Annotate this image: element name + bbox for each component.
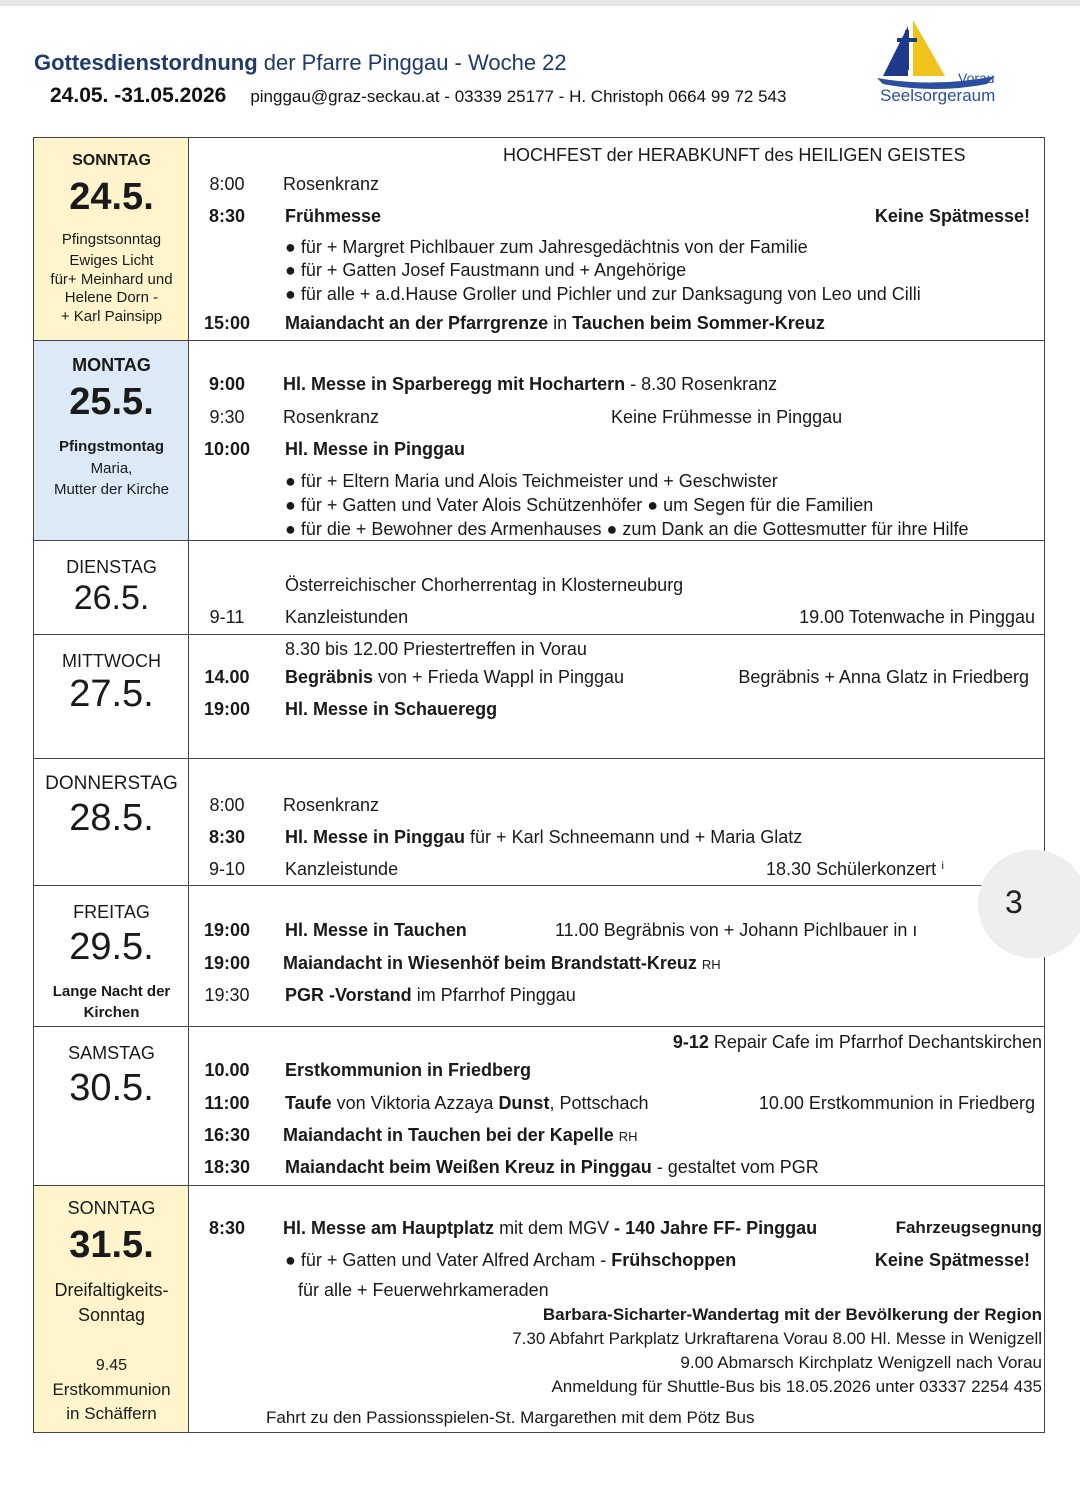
day-cell xyxy=(34,886,189,1026)
event-text: Erstkommunion in Friedberg xyxy=(285,1060,532,1080)
day-date: 24.5. xyxy=(69,176,154,218)
event-note: Keine Spätmesse! xyxy=(874,1250,1030,1270)
event-text: Hl. Messe in Pinggau für + Karl Schneemann und + Maria Glatz xyxy=(285,827,803,847)
event-text: Hl. Messe am Hauptplatz mit dem MGV - 140 Jahre FF- Pinggau xyxy=(283,1218,818,1238)
day-note: Helene Dorn - xyxy=(64,289,159,306)
event-time: 9-11 xyxy=(209,607,245,627)
event-text: Hl. Messe in Sparberegg mit Hochartern - 8.30 Rosenkranz xyxy=(283,374,778,394)
day-date: 25.5. xyxy=(69,381,154,423)
event-time: 9:30 xyxy=(209,407,245,427)
day-cell xyxy=(34,1027,189,1185)
day-row-thursday-28 xyxy=(34,759,1044,886)
page-title: Gottesdienstordnung der Pfarre Pinggau - Woche 22 xyxy=(34,50,567,75)
event-time: 8:30 xyxy=(208,206,246,226)
intention-item: ● für + Gatten und Vater Alfred Archam - Frühschoppen xyxy=(285,1250,737,1270)
event-text: Frühmesse xyxy=(285,206,382,226)
day-row-friday-29 xyxy=(34,886,1044,1027)
day-note: Erstkommunion xyxy=(52,1380,171,1399)
feast-title: HOCHFEST der HERABKUNFT des HEILIGEN GEISTES xyxy=(503,145,966,165)
event-note: 7.30 Abfahrt Parkplatz Urkraftarena Vorau 8.00 Hl. Messe in Wenigzell xyxy=(512,1329,1042,1348)
day-date: 31.5. xyxy=(69,1224,154,1266)
event-time: 10.00 xyxy=(204,1060,250,1080)
day-name: DIENSTAG xyxy=(66,557,157,577)
day-note: Kirchen xyxy=(83,1004,140,1021)
event-note: Keine Spätmesse! xyxy=(874,206,1030,226)
day-date: 29.5. xyxy=(69,926,154,968)
day-cell xyxy=(34,635,189,758)
event-text: Maiandacht in Tauchen bei der Kapelle RH xyxy=(283,1125,638,1145)
event-note: Fahrzeugsegnung xyxy=(895,1218,1042,1237)
event-time: 8:00 xyxy=(209,174,245,194)
day-row-wednesday-27 xyxy=(34,635,1044,759)
event-note: 19.00 Totenwache in Pinggau xyxy=(799,607,1035,627)
week-dates: 24.05. -31.05.2026 xyxy=(50,84,227,107)
intention-item: ● für + Eltern Maria und Alois Teichmeister und + Geschwister xyxy=(285,471,778,491)
event-text: Begräbnis von + Frieda Wappl in Pinggau xyxy=(285,667,625,687)
intention-item: ● für + Gatten und Vater Alois Schützenhöfer ● um Segen für die Familien xyxy=(285,495,874,515)
day-note: Pfingstmontag xyxy=(59,438,164,455)
event-time: 9:00 xyxy=(208,374,246,394)
day-cell xyxy=(34,759,189,885)
page-number-badge: 3 xyxy=(978,850,1080,958)
day-name: FREITAG xyxy=(73,902,150,922)
day-name: SONNTAG xyxy=(67,1198,156,1218)
event-note: 18.30 Schülerkonzert ⁱ xyxy=(766,859,945,879)
day-row-sunday-24 xyxy=(34,138,1044,341)
day-row-saturday-30 xyxy=(34,1027,1044,1186)
day-cell xyxy=(34,541,189,634)
event-text: Hl. Messe in Schaueregg xyxy=(285,699,498,719)
day-note: Lange Nacht der xyxy=(52,983,171,1000)
day-note: Dreifaltigkeits- xyxy=(54,1280,169,1300)
day-date: 28.5. xyxy=(69,797,154,839)
event-note: 11.00 Begräbnis von + Johann Pichlbauer in ı xyxy=(555,920,918,940)
event-text: 8.30 bis 12.00 Priestertreffen in Vorau xyxy=(285,639,587,659)
event-note: 10.00 Erstkommunion in Friedberg xyxy=(758,1093,1035,1113)
day-row-sunday-31 xyxy=(34,1186,1044,1432)
intention-item: ● für + Gatten Josef Faustmann und + Angehörige xyxy=(285,260,687,280)
logo-text-vorau: Vorau xyxy=(958,70,995,86)
day-note: Ewiges Licht xyxy=(69,252,154,269)
intention-item: für alle + Feuerwehrkameraden xyxy=(298,1280,549,1300)
day-cell xyxy=(34,1186,189,1432)
day-note: in Schäffern xyxy=(66,1404,157,1423)
event-time: 8:30 xyxy=(208,1218,246,1238)
event-time: 19:00 xyxy=(203,699,251,719)
day-name: SONNTAG xyxy=(72,152,151,169)
day-name: MITTWOCH xyxy=(62,651,161,671)
event-note: Barbara-Sicharter-Wandertag mit der Bevölkerung der Region xyxy=(542,1305,1042,1324)
event-text: Hl. Messe in Tauchen xyxy=(285,920,467,940)
day-note: Sonntag xyxy=(77,1305,146,1325)
day-note: 9.45 xyxy=(95,1357,128,1374)
header-subline xyxy=(50,84,786,108)
day-date: 30.5. xyxy=(69,1067,154,1109)
event-text: Rosenkranz xyxy=(283,407,380,427)
day-date: 27.5. xyxy=(69,673,154,715)
day-note: + Karl Painsipp xyxy=(60,308,163,325)
contact-info: pinggau@graz-seckau.at - 03339 25177 - H. Christoph 0664 99 72 543 xyxy=(250,87,787,106)
day-note: Maria, xyxy=(90,460,133,477)
intention-item: ● für + Margret Pichlbauer zum Jahresgedächtnis von der Familie xyxy=(285,237,808,257)
event-text: PGR -Vorstand im Pfarrhof Pinggau xyxy=(285,985,576,1005)
day-row-monday-25 xyxy=(34,341,1044,541)
event-text: Maiandacht in Wiesenhöf beim Brandstatt-Kreuz RH xyxy=(283,953,721,973)
top-bar xyxy=(0,0,1080,6)
event-text: Kanzleistunde xyxy=(285,859,399,879)
event-text: Maiandacht beim Weißen Kreuz in Pinggau - gestaltet vom PGR xyxy=(285,1157,819,1177)
event-text: Rosenkranz xyxy=(283,174,380,194)
event-time: 19:30 xyxy=(204,985,250,1005)
event-text: Österreichischer Chorherrentag in Klosterneuburg xyxy=(285,575,684,595)
event-note: 9.00 Abmarsch Kirchplatz Wenigzell nach Vorau xyxy=(680,1353,1042,1372)
event-note: Anmeldung für Shuttle-Bus bis 18.05.2026 unter 03337 2254 435 xyxy=(551,1377,1042,1396)
event-time: 14.00 xyxy=(204,667,250,687)
logo-text-seelsorgeraum: Seelsorgeraum xyxy=(880,86,996,105)
event-text: Hl. Messe in Pinggau xyxy=(285,439,466,459)
intention-item: ● für die + Bewohner des Armenhauses ● zum Dank an die Gottesmutter für ihre Hilfe xyxy=(285,519,969,539)
day-cell xyxy=(34,138,189,340)
day-name: SAMSTAG xyxy=(68,1043,155,1063)
event-time: 18:30 xyxy=(203,1157,251,1177)
day-name: MONTAG xyxy=(72,355,151,375)
event-note: Keine Frühmesse in Pinggau xyxy=(611,407,843,427)
event-note: 9-12 Repair Cafe im Pfarrhof Dechantskirchen xyxy=(672,1032,1042,1052)
event-time: 19:00 xyxy=(203,953,251,973)
day-cell xyxy=(34,341,189,540)
event-note: Begräbnis + Anna Glatz in Friedberg xyxy=(738,667,1029,687)
day-note: für+ Meinhard und xyxy=(50,271,173,288)
event-time: 11:00 xyxy=(204,1093,250,1113)
event-time: 8:00 xyxy=(209,795,245,815)
event-time: 19:00 xyxy=(203,920,251,940)
day-note: Pfingstsonntag xyxy=(61,231,162,248)
schedule-table xyxy=(33,137,1045,1433)
event-text: Kanzleistunden xyxy=(285,607,409,627)
event-time: 9-10 xyxy=(208,859,246,879)
event-text: Rosenkranz xyxy=(283,795,380,815)
event-text: Maiandacht an der Pfarrgrenze in Tauchen beim Sommer-Kreuz xyxy=(285,313,825,333)
day-note: Mutter der Kirche xyxy=(53,481,170,498)
event-time: 16:30 xyxy=(203,1125,251,1145)
event-time: 10:00 xyxy=(203,439,251,459)
day-row-tuesday-26 xyxy=(34,541,1044,635)
event-time: 15:00 xyxy=(203,313,251,333)
event-note: Fahrt zu den Passionsspielen-St. Margarethen mit dem Pötz Bus xyxy=(266,1408,755,1427)
day-name: DONNERSTAG xyxy=(45,773,178,794)
event-text: Taufe von Viktoria Azzaya Dunst, Pottschach xyxy=(285,1093,649,1113)
day-date: 26.5. xyxy=(73,579,150,617)
intention-item: ● für alle + a.d.Hause Groller und Pichler und zur Danksagung von Leo und Cilli xyxy=(285,284,921,304)
event-time: 8:30 xyxy=(208,827,246,847)
